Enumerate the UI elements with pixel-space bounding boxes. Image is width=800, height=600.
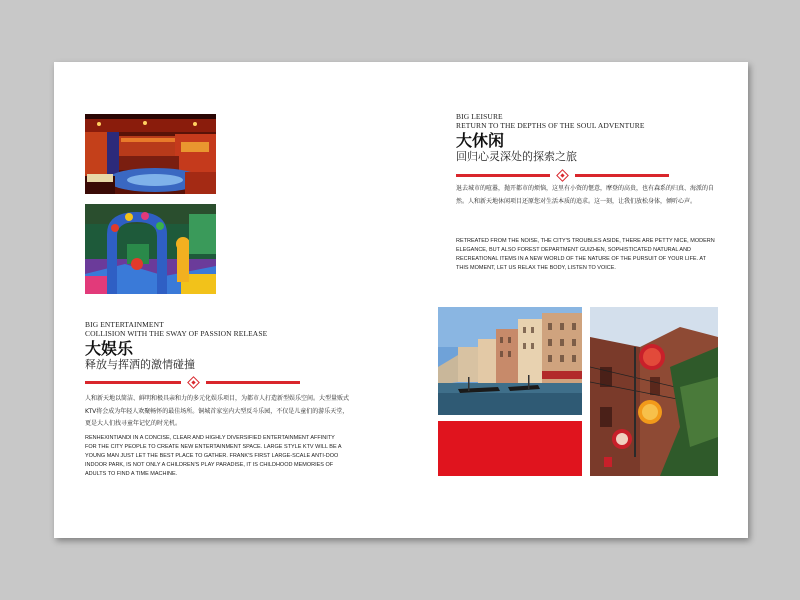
- leisure-cn-title: 大休闲: [456, 131, 505, 150]
- entertainment-en-heading-line2: COLLISION WITH THE SWAY OF PASSION RELEASE: [85, 329, 268, 338]
- leisure-en-heading-line1: BIG LEISURE: [456, 112, 503, 121]
- diamond-ornament-icon: [556, 169, 569, 182]
- leisure-en-heading-line2: RETURN TO THE DEPTHS OF THE SOUL ADVENTURE: [456, 121, 645, 130]
- venice-canal-photo: [438, 307, 582, 415]
- leisure-divider-right: [575, 174, 669, 177]
- entertainment-en-body: RENHEXINTIANDI IN A CONCISE, CLEAR AND HIGHLY DIVERSIFIED ENTERTAINMENT AFFINITY FOR THE CITY PEOPLE TO CREATE NEW ENTERTAINMENT SPACE. LARGE STYLE KTV WILL BE A YOUNG MAN JUST LET THE BEST PLACE TO GATHER. FRANK'S FIRST LARGE-SCALE ANTI-DOO INDOOR PARK, IS NOT ONLY A CHILDREN'S PLAY PARADISE, IT IS CHILDHOOD MEMORIES OF ADULTS TO FIND A TIME MACHINE.: [85, 435, 342, 477]
- red-color-block: [438, 421, 582, 476]
- entertainment-cn-title: 大娱乐: [85, 339, 134, 358]
- entertainment-divider-left: [85, 381, 181, 384]
- entertainment-cn-subtitle: 释放与挥洒的激情碰撞: [85, 358, 195, 371]
- indoor-playground-photo: [85, 204, 216, 294]
- street-signs-photo: [590, 307, 718, 476]
- entertainment-cn-body: 人和新天地以简洁、鲜明和极具亲和力的多元化娱乐项目，为都市人打造新型娱乐空间。大型量贩式KTV将会成为年轻人欢聚畅怀的最佳场所。铜城首家室内大型反斗乐园，不仅是儿童们的游乐天堂，更是大人们找寻童年记忆的时光机。: [85, 395, 350, 427]
- entertainment-divider-right: [206, 381, 300, 384]
- entertainment-en-heading-line1: BIG ENTERTAINMENT: [85, 320, 164, 329]
- diamond-ornament-icon: [187, 376, 200, 389]
- leisure-cn-body: 退去城市的喧嚣，抛开都市的烦恼，这里有小资的惬意，摩登的高贵，也有森系的归真、海派的自然。人和新天地休闲项目还原您对生活本质的追求。这一刻，让我们放松身体，倾听心声。: [456, 185, 715, 205]
- ktv-room-photo: [85, 114, 216, 194]
- leisure-cn-subtitle: 回归心灵深处的探索之旅: [456, 150, 577, 163]
- leisure-divider-left: [456, 174, 550, 177]
- leisure-en-body: RETREATED FROM THE NOISE, THE CITY'S TROUBLES ASIDE, THERE ARE PETTY NICE, MODERN ELEGANCE, BUT ALSO FOREST DEPARTMENT GUIZHEN, SOPHISTICATED NATURAL AND RECREATIONAL ITEMS IN A NEW WORLD OF THE NATURE OF THE PURSUIT OF YOUR LIFE. AT THIS MOMENT, LET US RELAX THE BODY, LISTEN TO VOICE.: [456, 238, 715, 271]
- brochure-spread: [54, 62, 748, 538]
